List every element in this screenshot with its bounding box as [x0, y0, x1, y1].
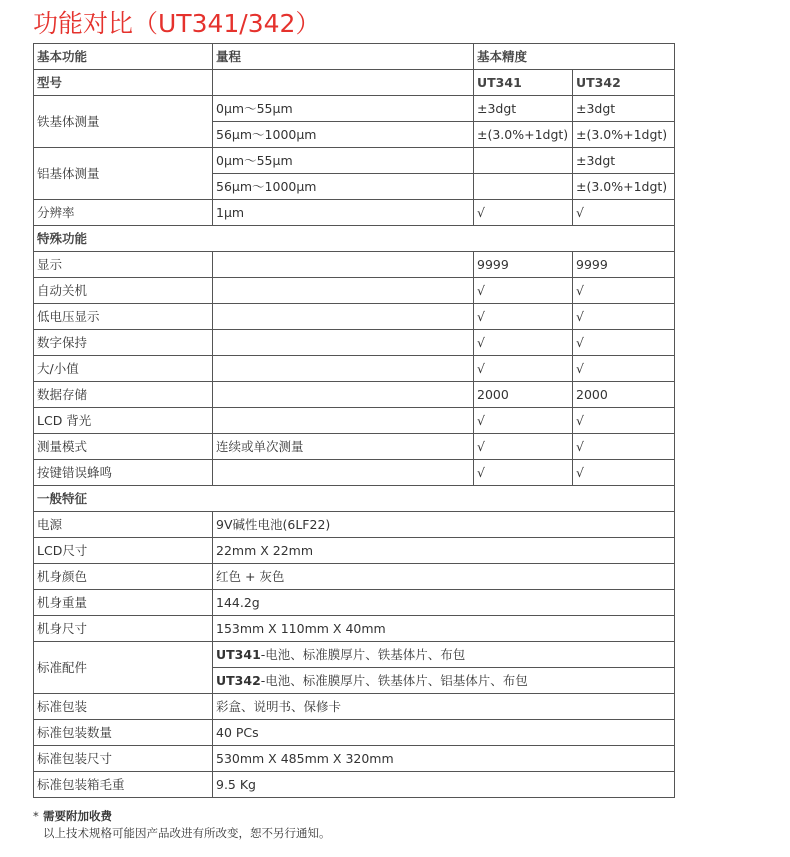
- resolution-ut341: √: [474, 200, 573, 226]
- special-section-row: [34, 226, 675, 252]
- notes: [33, 808, 331, 842]
- spec-value: 22mm X 22mm: [213, 538, 675, 564]
- general-row: [34, 512, 675, 538]
- feature-label: 自动关机: [34, 278, 213, 304]
- general-row: [34, 746, 675, 772]
- fe-label: 铁基体测量: [34, 96, 213, 148]
- general-section-heading: 一般特征: [34, 486, 675, 512]
- feature-label: 测量模式: [34, 434, 213, 460]
- ut341-cell: ±3dgt: [474, 96, 573, 122]
- special-section-heading: 特殊功能: [34, 226, 675, 252]
- general-row: [34, 720, 675, 746]
- resolution-ut342: √: [573, 200, 675, 226]
- range-cell: [213, 304, 474, 330]
- special-row: [34, 304, 675, 330]
- special-row: [34, 252, 675, 278]
- spec-value: 红色 + 灰色: [213, 564, 675, 590]
- ut341-cell: [474, 148, 573, 174]
- ut341-cell: √: [474, 408, 573, 434]
- model-range-empty: [213, 70, 474, 96]
- ut342-cell: 9999: [573, 252, 675, 278]
- ut341-cell: 2000: [474, 382, 573, 408]
- ut341-cell: √: [474, 434, 573, 460]
- accessories-ut342-model: UT342: [216, 673, 261, 688]
- ut342-cell: √: [573, 460, 675, 486]
- ut342-cell: 2000: [573, 382, 675, 408]
- model-label: 型号: [34, 70, 213, 96]
- resolution-label: 分辨率: [34, 200, 213, 226]
- accessories-ut341-model: UT341: [216, 647, 261, 662]
- accessories-label: 标准配件: [34, 642, 213, 694]
- range-cell: 56μm～1000μm: [213, 174, 474, 200]
- range-cell: 56μm～1000μm: [213, 122, 474, 148]
- spec-label: 电源: [34, 512, 213, 538]
- general-row: [34, 616, 675, 642]
- ut341-cell: √: [474, 278, 573, 304]
- spec-value: 彩盒、说明书、保修卡: [213, 694, 675, 720]
- ut341-cell: 9999: [474, 252, 573, 278]
- special-row: [34, 330, 675, 356]
- accessories-ut342-items: -电池、标准膜厚片、铁基体片、铝基体片、布包: [260, 673, 528, 688]
- special-row: [34, 356, 675, 382]
- ut342-cell: ±3dgt: [573, 96, 675, 122]
- feature-label: 按键错误蜂鸣: [34, 460, 213, 486]
- al-label: 铝基体测量: [34, 148, 213, 200]
- range-cell: [213, 356, 474, 382]
- header-row: [34, 44, 675, 70]
- special-row: [34, 408, 675, 434]
- spec-label: 机身重量: [34, 590, 213, 616]
- ut342-cell: √: [573, 408, 675, 434]
- general-row: [34, 694, 675, 720]
- note-star: *: [33, 809, 39, 823]
- general-row: [34, 564, 675, 590]
- ut341-cell: ±(3.0%+1dgt): [474, 122, 573, 148]
- header-basic-function: 基本功能: [34, 44, 213, 70]
- accessories-ut341: [213, 642, 675, 668]
- fe-row: [34, 96, 675, 122]
- ut342-cell: ±3dgt: [573, 148, 675, 174]
- feature-label: 数字保持: [34, 330, 213, 356]
- ut342-cell: √: [573, 278, 675, 304]
- header-range: 量程: [213, 44, 474, 70]
- ut341-cell: √: [474, 330, 573, 356]
- general-row: [34, 590, 675, 616]
- spec-label: 标准包装数量: [34, 720, 213, 746]
- note-fee: [33, 808, 331, 825]
- range-cell: [213, 460, 474, 486]
- spec-value: 9V碱性电池(6LF22): [213, 512, 675, 538]
- spec-value: 144.2g: [213, 590, 675, 616]
- spec-label: 标准包装尺寸: [34, 746, 213, 772]
- resolution-range: 1μm: [213, 200, 474, 226]
- range-cell: [213, 408, 474, 434]
- spec-value: 530mm X 485mm X 320mm: [213, 746, 675, 772]
- spec-label: 机身颜色: [34, 564, 213, 590]
- model-ut341: UT341: [474, 70, 573, 96]
- spec-value: 40 PCs: [213, 720, 675, 746]
- ut341-cell: √: [474, 460, 573, 486]
- resolution-row: [34, 200, 675, 226]
- spec-label: 标准包装: [34, 694, 213, 720]
- ut341-cell: [474, 174, 573, 200]
- special-row: [34, 434, 675, 460]
- ut342-cell: √: [573, 330, 675, 356]
- feature-label: LCD 背光: [34, 408, 213, 434]
- range-cell: [213, 330, 474, 356]
- ut342-cell: ±(3.0%+1dgt): [573, 122, 675, 148]
- model-ut342: UT342: [573, 70, 675, 96]
- header-basic-accuracy: 基本精度: [474, 44, 675, 70]
- range-cell: [213, 382, 474, 408]
- model-row: [34, 70, 675, 96]
- note-disclaimer: 以上技术规格可能因产品改进有所改变，恕不另行通知。: [43, 826, 331, 840]
- range-cell: 连续或单次测量: [213, 434, 474, 460]
- spec-comparison-table: [33, 43, 675, 798]
- feature-label: 数据存储: [34, 382, 213, 408]
- accessories-ut341-items: -电池、标准膜厚片、铁基体片、布包: [260, 647, 466, 662]
- ut342-cell: √: [573, 304, 675, 330]
- spec-label: LCD尺寸: [34, 538, 213, 564]
- accessories-row: [34, 642, 675, 668]
- ut342-cell: √: [573, 434, 675, 460]
- ut341-cell: √: [474, 304, 573, 330]
- range-cell: 0μm～55μm: [213, 148, 474, 174]
- feature-label: 大/小值: [34, 356, 213, 382]
- ut342-cell: √: [573, 356, 675, 382]
- feature-label: 低电压显示: [34, 304, 213, 330]
- special-row: [34, 460, 675, 486]
- spec-value: 153mm X 110mm X 40mm: [213, 616, 675, 642]
- range-cell: [213, 252, 474, 278]
- spec-label: 机身尺寸: [34, 616, 213, 642]
- ut342-cell: ±(3.0%+1dgt): [573, 174, 675, 200]
- range-cell: [213, 278, 474, 304]
- note-fee-text: 需要附加收费: [43, 809, 112, 823]
- special-row: [34, 382, 675, 408]
- feature-label: 显示: [34, 252, 213, 278]
- ut341-cell: √: [474, 356, 573, 382]
- accessories-ut342: [213, 668, 675, 694]
- general-row: [34, 538, 675, 564]
- spec-label: 标准包装箱毛重: [34, 772, 213, 798]
- range-cell: 0μm～55μm: [213, 96, 474, 122]
- general-section-row: [34, 486, 675, 512]
- spec-value: 9.5 Kg: [213, 772, 675, 798]
- page-title: 功能对比（UT341/342）: [33, 9, 321, 38]
- special-row: [34, 278, 675, 304]
- al-row: [34, 148, 675, 174]
- general-row: [34, 772, 675, 798]
